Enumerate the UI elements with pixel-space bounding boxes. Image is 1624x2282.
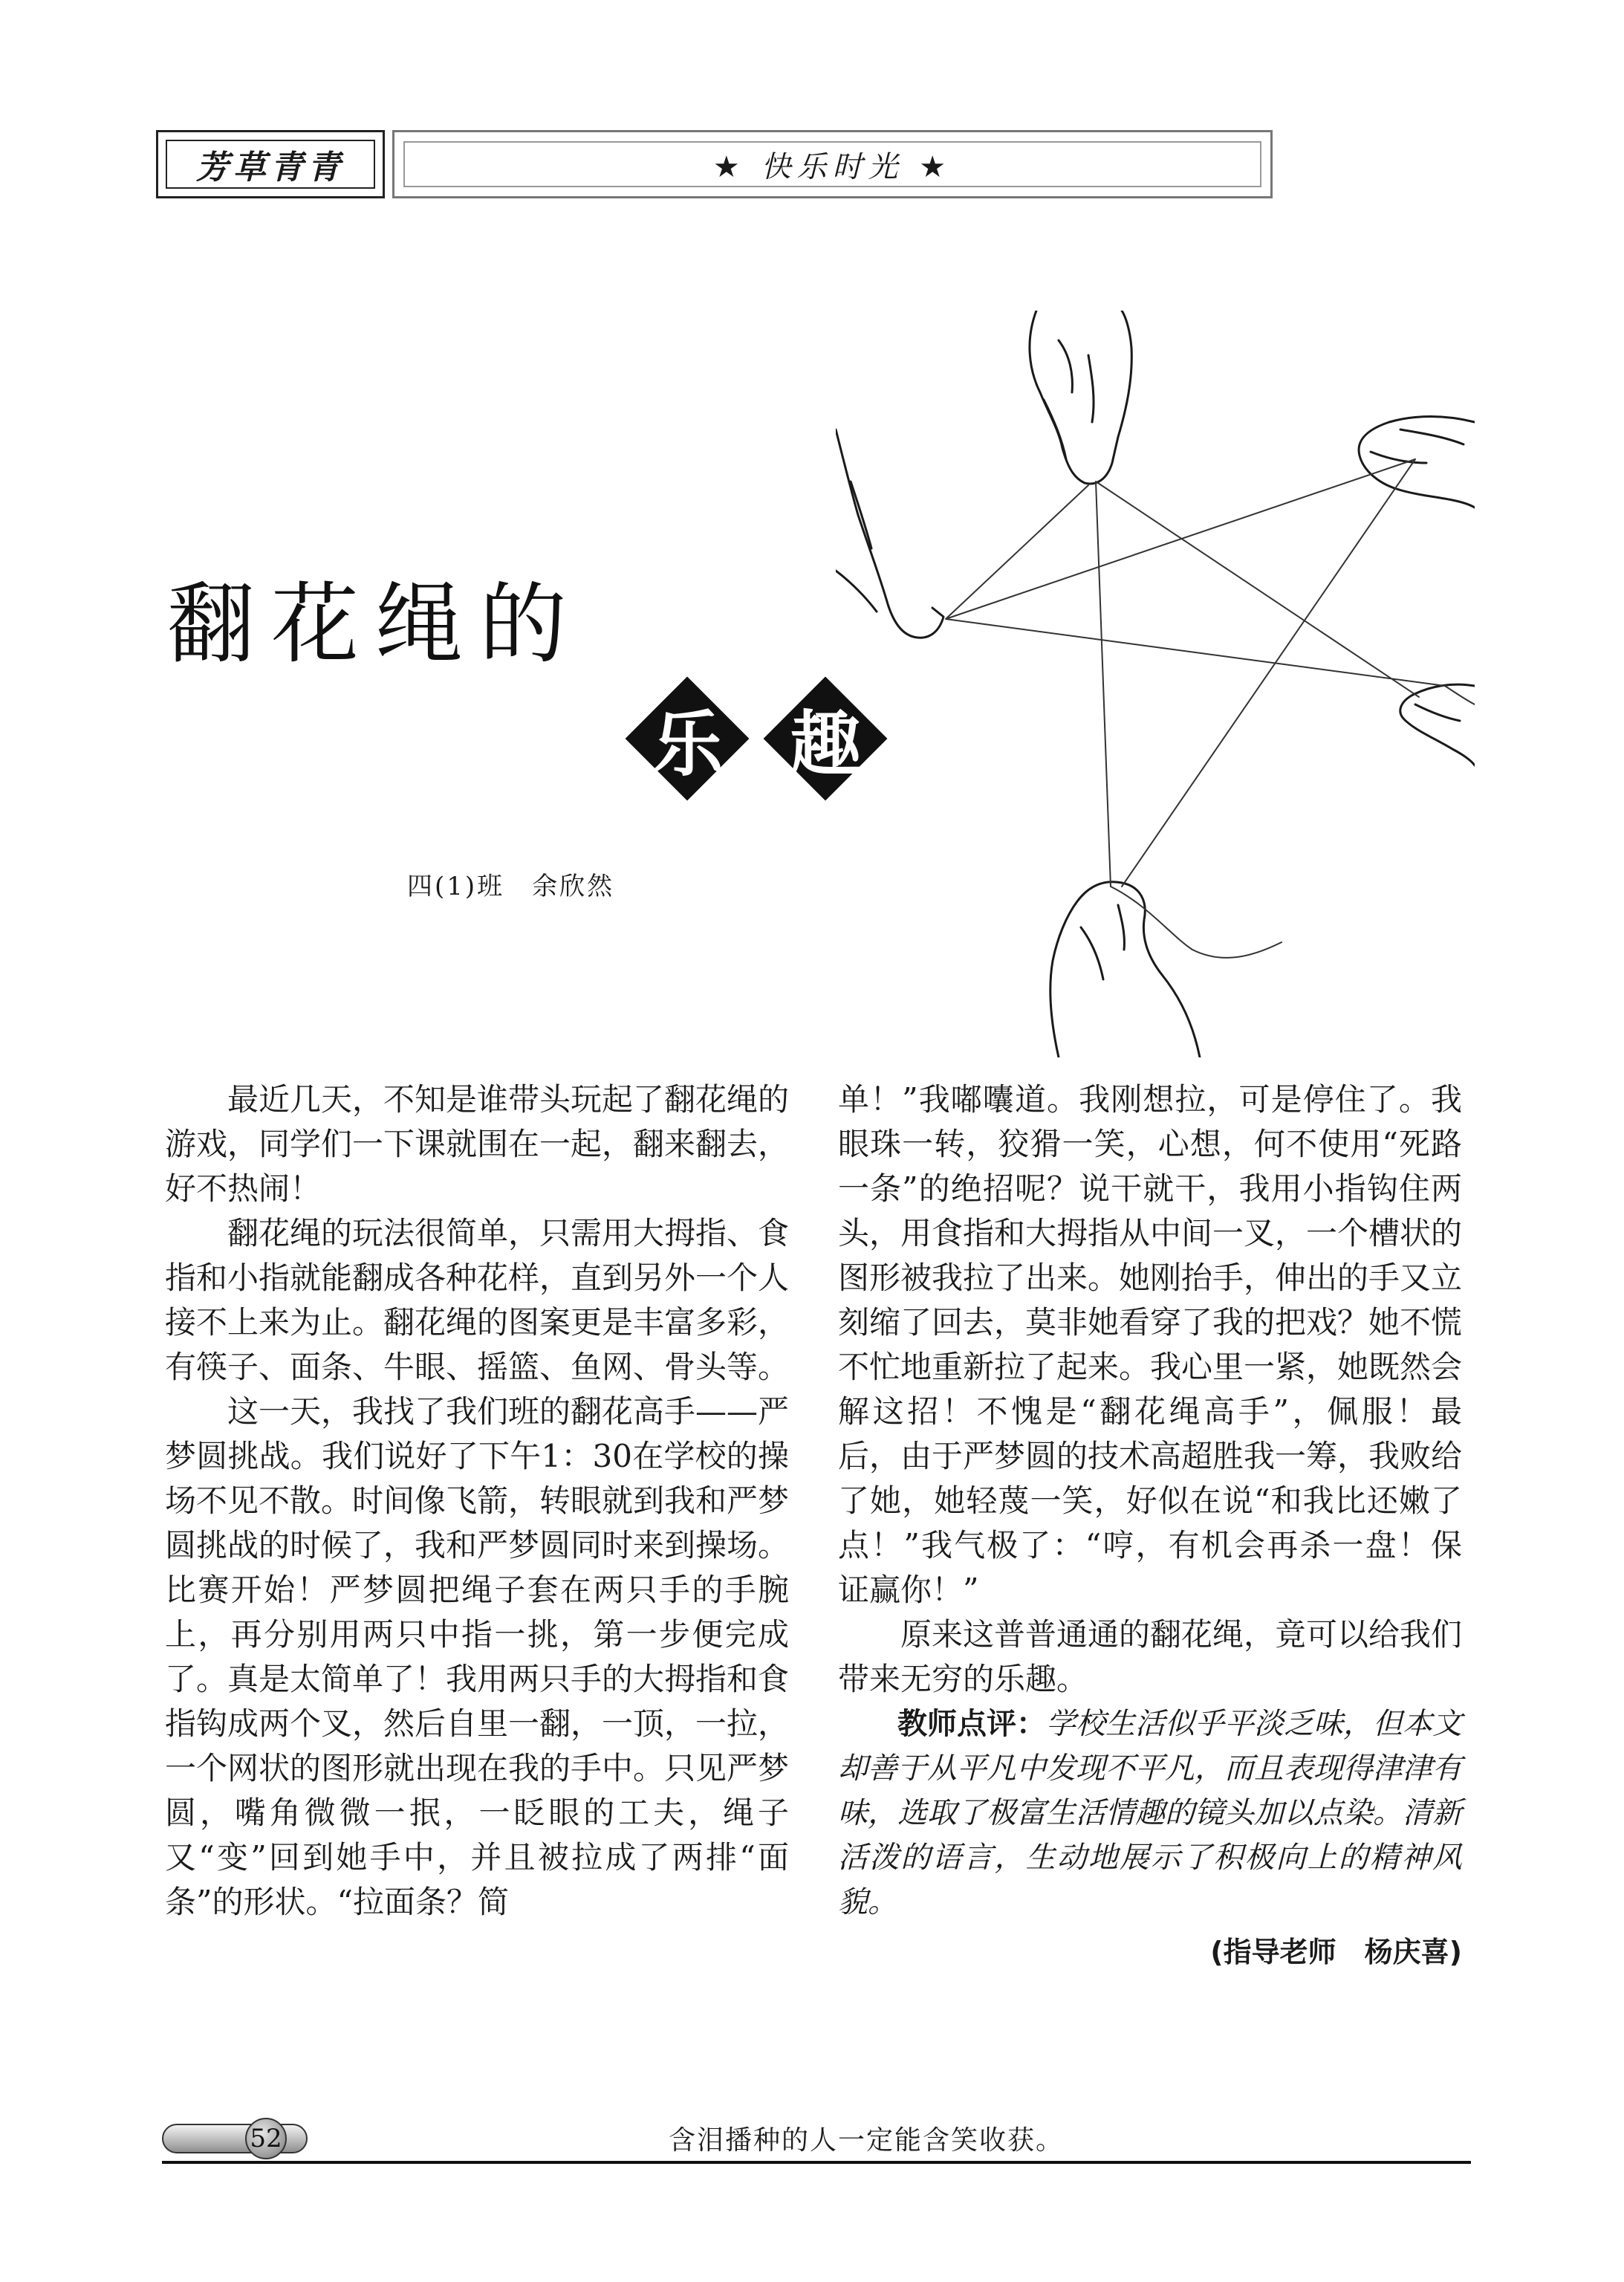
paragraph: 最近几天，不知是谁带头玩起了翻花绳的游戏，同学们一下课就围在一起，翻来翻去，好不热闹！ bbox=[165, 1081, 790, 1207]
paragraph-continuation: 单！”我嘟囔道。我刚想拉，可是停住了。我眼珠一转，狡猾一笑，心想，何不使用“死路一条”的绝招呢？说干就干，我用小指钩住两头，用食指和大拇指从中间一叉，一个槽状的图形被我拉了出来。她刚抬手，伸出的手又立刻缩了回去，莫非她看穿了我的把戏？她不慌不忙地重新拉了起来。我心里一紧，她既然会解这招！不愧是“翻花绳高手”，佩服！最后，由于严梦圆的技术高超胜我一筹，我败给了她，她轻蔑一笑，好似在说“和我比还嫩了点！”我气极了：“哼，有机会再杀一盘！保证赢你！” bbox=[838, 1081, 1463, 1608]
page-number: 52 bbox=[245, 2118, 287, 2159]
hands-string-figure-star-image bbox=[836, 311, 1475, 1057]
title-char-qu: 趣 bbox=[790, 702, 861, 786]
footer-quote: 含泪播种的人一定能含笑收获。 bbox=[669, 2125, 1065, 2156]
author-byline: 四(1)班 余欣然 bbox=[407, 872, 615, 901]
hand-right bbox=[1400, 684, 1475, 765]
section-label-box bbox=[156, 130, 385, 198]
string-star bbox=[946, 459, 1445, 886]
paragraph: 翻花绳的玩法很简单，只需用大拇指、食指和小指就能翻成各种花样，直到另外一个人接不上来为止。翻花绳的图案更是丰富多彩，有筷子、面条、牛眼、摇篮、鱼网、骨头等。 bbox=[165, 1215, 790, 1385]
section-label-inner-frame bbox=[166, 140, 375, 189]
paragraph: 原来这普普通通的翻花绳，竟可以给我们带来无穷的乐趣。 bbox=[838, 1616, 1463, 1697]
hand-bottom bbox=[1050, 882, 1200, 1057]
teacher-comment-label: 教师点评： bbox=[897, 1706, 1046, 1741]
article-body-right-column bbox=[838, 1077, 1462, 1975]
footer-divider bbox=[162, 2161, 1471, 2164]
teacher-comment bbox=[838, 1702, 1462, 1925]
column-label: ★ 快乐时光 ★ bbox=[712, 149, 952, 184]
hand-top bbox=[1030, 311, 1131, 484]
column-label-box bbox=[392, 130, 1273, 198]
paragraph: 这一天，我找了我们班的翻花高手——严梦圆挑战。我们说好了下午1：30在学校的操场不见不散。时间像飞箭，转眼就到我和严梦圆挑战的时候了，我和严梦圆同时来到操场。比赛开始！严梦圆把绳子套在两只手的手腕上，再分别用两只中指一挑，第一步便完成了。真是太简单了！我用两只手的大拇指和食指钩成两个叉，然后自里一翻，一顶，一拉，一个网状的图形就出现在我的手中。只见严梦圆，嘴角微微一抿，一眨眼的工夫，绳子又“变”回到她手中，并且被拉成了两排“面条”的形状。“拉面条？简 bbox=[165, 1393, 790, 1920]
hand-left bbox=[836, 430, 943, 638]
column-label-inner-frame bbox=[403, 141, 1261, 187]
article-title: 翻花绳的 bbox=[167, 573, 584, 675]
teacher-signature: (指导老师 杨庆喜) bbox=[1210, 1936, 1462, 1968]
teacher-comment-text: 学校生活似乎平淡乏味，但本文却善于从平凡中发现不平凡，而且表现得津津有味，选取了极富生活情趣的镜头加以点染。清新活泼的语言，生动地展示了积极向上的精神风貌。 bbox=[838, 1707, 1462, 1919]
section-label: 芳草青青 bbox=[196, 149, 345, 187]
title-char-le: 乐 bbox=[652, 702, 723, 786]
article-body-left-column bbox=[165, 1077, 789, 1925]
